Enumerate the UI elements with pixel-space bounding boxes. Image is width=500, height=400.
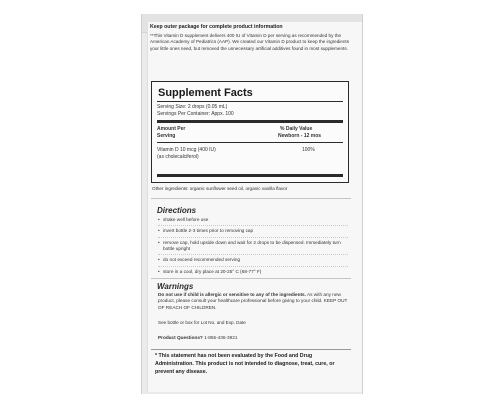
- facts-rule: [157, 101, 343, 102]
- facts-rule-2: [157, 142, 343, 143]
- warnings-body-text: As with any new product, please consult your healthcare professional before giving to your child. KEEP OUT OF REACH OF CHILDREN.: [158, 292, 348, 310]
- fda-disclaimer: * This statement has not been evaluated by the Food and Drug Administration. This product is not intended to diagnose, treat, cure, or prevent any disease.: [155, 353, 335, 375]
- product-questions-label: Product Questions?: [158, 335, 203, 340]
- facts-bottom-rule: [157, 174, 343, 177]
- vitamin-d-amount: Vitamin D 10 mcg (400 IU): [157, 147, 216, 153]
- section-divider: [151, 198, 351, 199]
- product-questions-phone: 1-855-436-3921: [204, 335, 238, 340]
- intro-text: **This Vitamin D supplement delivers 400 IU of Vitamin D per serving as recommended by the American Academy of Pediatrics (AAP). We created our Vitamin D product to keep the ingredients your little ones need, but removed the unnecessary artificial additives found in most supplements.: [150, 33, 349, 51]
- daily-value-age: Newborn - 12 mos: [278, 133, 322, 139]
- disclaimer-divider: [151, 349, 351, 350]
- directions-title: Directions: [157, 206, 197, 215]
- direction-item: • remove cap, hold upside down and wait for 2 drops to be dispensed. Immediately turn bottle upright: [158, 240, 348, 255]
- label-header: [150, 24, 356, 52]
- supplement-facts-title: Supplement Facts: [158, 87, 253, 99]
- vitamin-d-form: (as cholecalciferol): [157, 154, 199, 160]
- vitamin-d-daily-value: 100%: [302, 147, 315, 153]
- supplement-facts-panel: [151, 81, 349, 183]
- warnings-bold-text: Do not use if child is allergic or sensitive to any of the ingredients.: [158, 292, 306, 297]
- direction-item: • store in a cool, dry place at 20-25° C (68-77° F): [158, 269, 348, 277]
- direction-item: • shake well before use: [158, 217, 348, 226]
- facts-thick-rule: [157, 120, 343, 123]
- serving-size: Serving Size: 2 drops (0.05 mL): [157, 104, 228, 110]
- direction-item: • invert bottle 2-3 times prior to removing cap: [158, 228, 348, 237]
- product-questions: [158, 335, 350, 341]
- lot-exp-note: See bottle or box for Lot No. and Exp. Date: [158, 320, 246, 325]
- warnings-text: [158, 292, 350, 311]
- section-divider: [151, 278, 351, 279]
- amount-per-label: Amount Per: [157, 126, 186, 132]
- daily-value-label: % Daily Value: [280, 126, 313, 132]
- warnings-title: Warnings: [157, 282, 194, 291]
- directions-list: [158, 217, 348, 279]
- serving-label: Serving: [157, 133, 176, 139]
- direction-item: • do not exceed recommended serving: [158, 257, 348, 266]
- servings-per-container: Servings Per Container: Appx. 100: [157, 111, 234, 117]
- other-ingredients: Other ingredients: organic sunflower seed oil, organic vanilla flavor: [152, 186, 288, 191]
- keep-outer-notice: Keep outer package for complete product information: [150, 24, 283, 30]
